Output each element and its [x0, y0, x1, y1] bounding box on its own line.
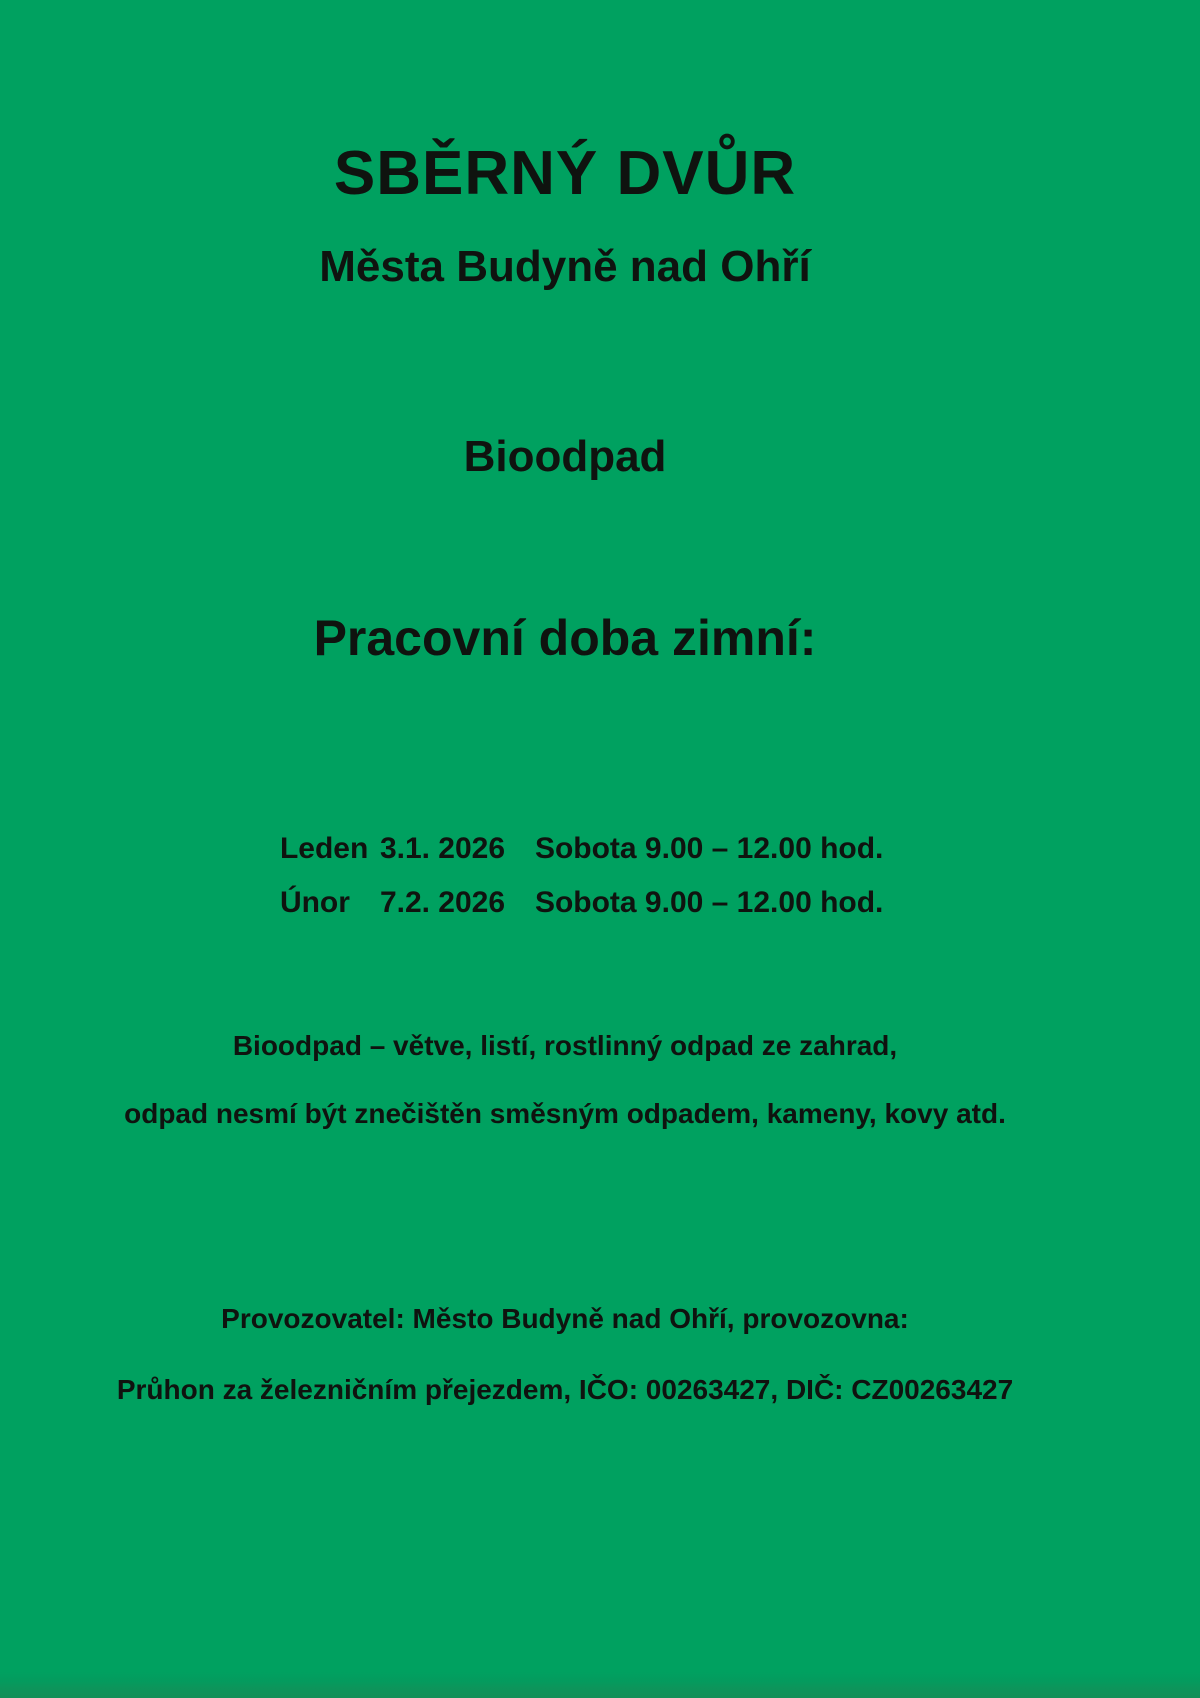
- schedule-time: Sobota 9.00 – 12.00 hod.: [534, 885, 884, 919]
- schedule-date: 7.2. 2026: [379, 885, 506, 919]
- scan-edge-shadow: [0, 1672, 1200, 1698]
- schedule-row: [0, 851, 1130, 955]
- operator-info-line1: Provozovatel: Město Budyně nad Ohří, provozovna:: [221, 1303, 909, 1334]
- schedule-time: Sobota 9.00 – 12.00 hod.: [534, 831, 884, 865]
- working-hours-heading: Pracovní doba zimní:: [313, 610, 817, 666]
- poster-title: SBĚRNÝ DVŮR: [333, 139, 797, 208]
- bioodpad-note-line1: Bioodpad – větve, listí, rostlinný odpad ze zahrad,: [232, 1030, 898, 1061]
- section-heading-bioodpad: Bioodpad: [463, 432, 667, 481]
- schedule-date: 3.1. 2026: [379, 831, 506, 865]
- schedule-month: Leden: [279, 831, 369, 865]
- poster-subtitle: Města Budyně nad Ohří: [319, 242, 811, 291]
- operator-info-line2: Průhon za železničním přejezdem, IČO: 00263427, DIČ: CZ00263427: [116, 1374, 1014, 1405]
- schedule-month: Únor: [279, 885, 350, 919]
- bioodpad-note-line2: odpad nesmí být znečištěn směsným odpadem, kameny, kovy atd.: [124, 1098, 1006, 1129]
